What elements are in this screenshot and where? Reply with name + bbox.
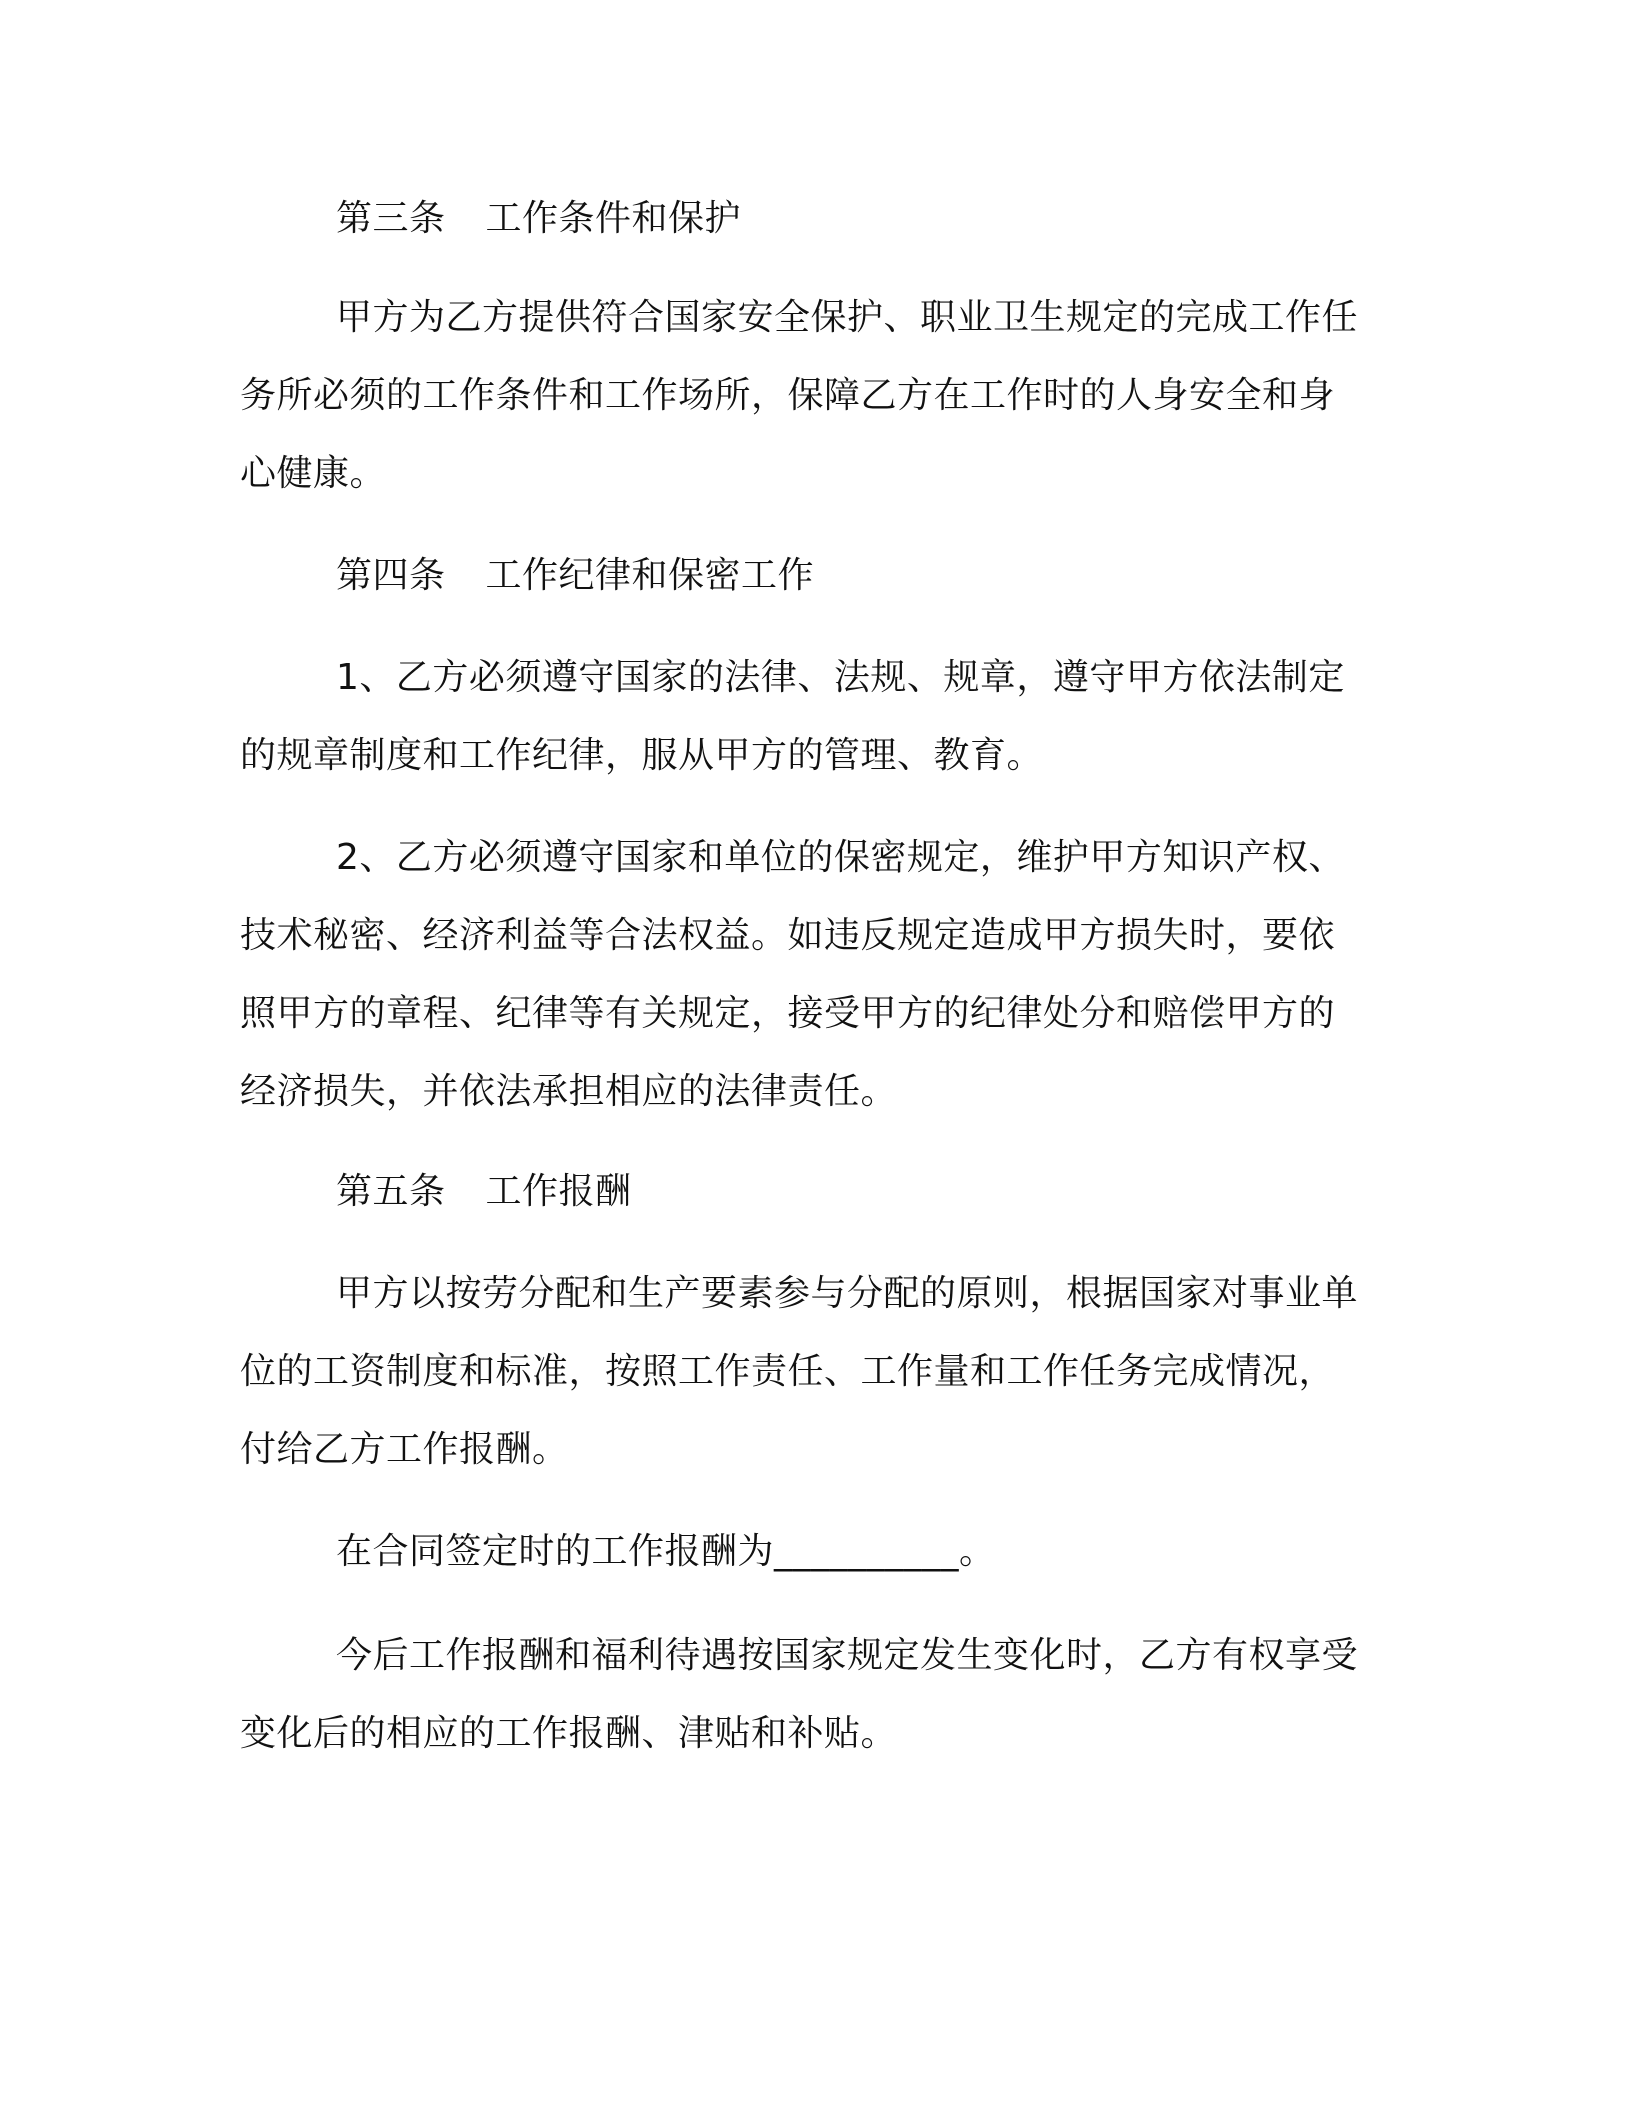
article3-para-line-3: 心健康。 (240, 453, 387, 494)
article3-para-line-2: 务所必须的工作条件和工作场所，保障乙方在工作时的人身安全和身 (240, 375, 1336, 416)
article3-heading-title: 工作条件和保护 (485, 198, 742, 239)
article5-para1-line-3: 付给乙方工作报酬。 (240, 1429, 569, 1470)
article3-heading-number: 第三条 (336, 198, 446, 239)
article3-para-line-1: 甲方为乙方提供符合国家安全保护、职业卫生规定的完成工作任 (336, 297, 1359, 338)
article4-item1-line-2: 的规章制度和工作纪律，服从甲方的管理、教育。 (240, 735, 1044, 776)
article5-para3-line-2: 变化后的相应的工作报酬、津贴和补贴。 (240, 1713, 898, 1754)
article4-item2-line-2: 技术秘密、经济利益等合法权益。如违反规定造成甲方损失时，要依 (240, 915, 1336, 956)
article4-item1-line-1: 1、乙方必须遵守国家的法律、法规、规章，遵守甲方依法制定 (336, 657, 1345, 698)
article5-heading-number: 第五条 (336, 1171, 446, 1212)
article5-para1-line-1: 甲方以按劳分配和生产要素参与分配的原则，根据国家对事业单 (336, 1273, 1359, 1314)
article5-heading (336, 1170, 632, 1214)
article4-heading-number: 第四条 (336, 555, 446, 596)
article4-item2-line-1: 2、乙方必须遵守国家和单位的保密规定，维护甲方知识产权、 (336, 837, 1345, 878)
article5-para3-line-1: 今后工作报酬和福利待遇按国家规定发生变化时，乙方有权享受 (336, 1635, 1359, 1676)
article4-item2-line-4: 经济损失，并依法承担相应的法律责任。 (240, 1071, 898, 1112)
article4-item2-line-3: 照甲方的章程、纪律等有关规定，接受甲方的纪律处分和赔偿甲方的 (240, 993, 1336, 1034)
article5-para2-line: 在合同签定时的工作报酬为__________。 (336, 1531, 996, 1572)
article5-para1-line-2: 位的工资制度和标准，按照工作责任、工作量和工作任务完成情况， (240, 1351, 1336, 1392)
article3-heading (336, 197, 741, 241)
article5-heading-title: 工作报酬 (485, 1171, 632, 1212)
article4-heading (336, 554, 814, 598)
article4-heading-title: 工作纪律和保密工作 (485, 555, 815, 596)
